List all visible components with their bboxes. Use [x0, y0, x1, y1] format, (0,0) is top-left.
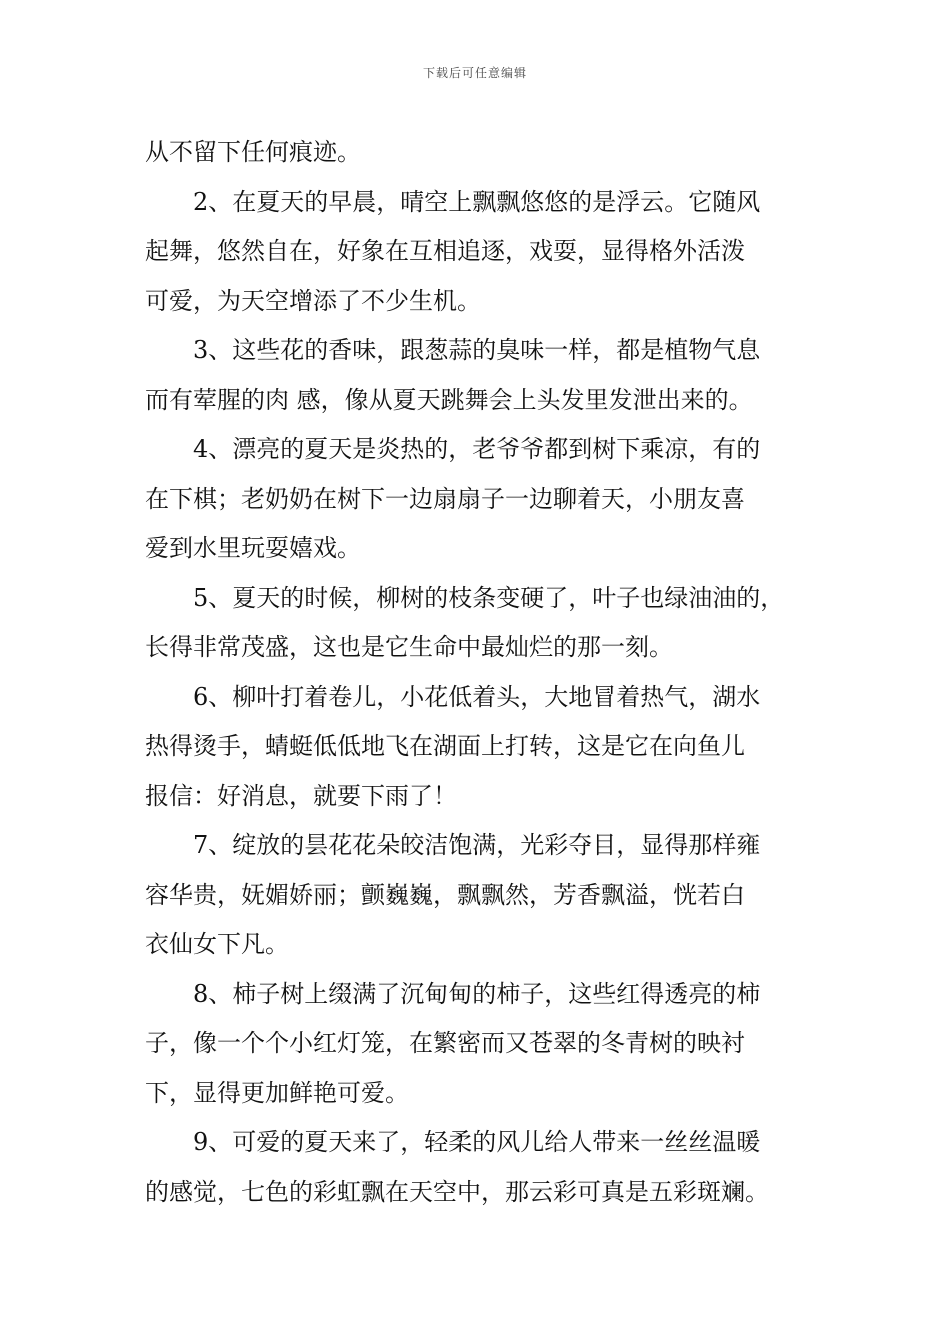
- text-line: 6、柳叶打着卷儿，小花低着头，大地冒着热气，湖水: [193, 682, 761, 711]
- text-line: 容华贵，妩媚娇丽；颤巍巍，飘飘然，芳香飘溢，恍若白: [145, 880, 745, 909]
- text-line: 2、在夏天的早晨，晴空上飘飘悠悠的是浮云。它随风: [193, 187, 761, 216]
- text-line: 4、漂亮的夏天是炎热的，老爷爷都到树下乘凉，有的: [193, 435, 761, 463]
- paragraph-8: [145, 970, 809, 1119]
- text-line: 而有荤腥的肉 感，像从夏天跳舞会上头发里发泄出来的。: [145, 385, 753, 414]
- text-line: 可爱，为天空增添了不少生机。: [145, 286, 481, 315]
- text-line: 热得烫手，蜻蜓低低地飞在湖面上打转，这是它在向鱼儿: [145, 732, 745, 760]
- text-line: 衣仙女下凡。: [145, 930, 289, 958]
- text-line: 长得非常茂盛，这也是它生命中最灿烂的那一刻。: [145, 633, 673, 661]
- page-header: 下载后可任意编辑: [422, 66, 527, 80]
- text-line: 在下棋；老奶奶在树下一边扇扇子一边聊着天，小朋友喜: [145, 484, 745, 513]
- paragraph-6: [145, 673, 809, 822]
- paragraph-9: [145, 1118, 809, 1217]
- paragraph-continuation: [145, 128, 809, 178]
- text-line: 下，显得更加鲜艳可爱。: [145, 1078, 409, 1107]
- text-line: 7、绽放的昙花花朵皎洁饱满，光彩夺目，显得那样雍: [193, 831, 761, 859]
- text-line: 5、夏天的时候，柳树的枝条变硬了，叶子也绿油油的，: [193, 583, 785, 612]
- document-body: [145, 128, 809, 1217]
- text-line: 9、可爱的夏天来了，轻柔的风儿给人带来一丝丝温暖: [193, 1128, 761, 1156]
- paragraph-5: [145, 574, 809, 673]
- text-line: 爱到水里玩耍嬉戏。: [145, 534, 361, 562]
- paragraph-7: [145, 821, 809, 970]
- paragraph-4: [145, 425, 809, 574]
- text-line: 8、柿子树上缀满了沉甸甸的柿子，这些红得透亮的柿: [193, 979, 761, 1008]
- text-line: 子，像一个个小红灯笼，在繁密而又苍翠的冬青树的映衬: [145, 1029, 745, 1057]
- text-line: 3、这些花的香味，跟葱蒜的臭味一样，都是植物气息: [193, 336, 761, 364]
- paragraph-3: [145, 326, 809, 425]
- text-line: 报信：好消息，就要下雨了！: [145, 781, 457, 810]
- text-line: 起舞，悠然自在，好象在互相追逐，戏耍，显得格外活泼: [145, 237, 745, 265]
- paragraph-2: [145, 178, 809, 327]
- text-line: 的感觉，七色的彩虹飘在天空中，那云彩可真是五彩斑斓。: [145, 1177, 769, 1206]
- text-line: 从不留下任何痕迹。: [145, 138, 361, 166]
